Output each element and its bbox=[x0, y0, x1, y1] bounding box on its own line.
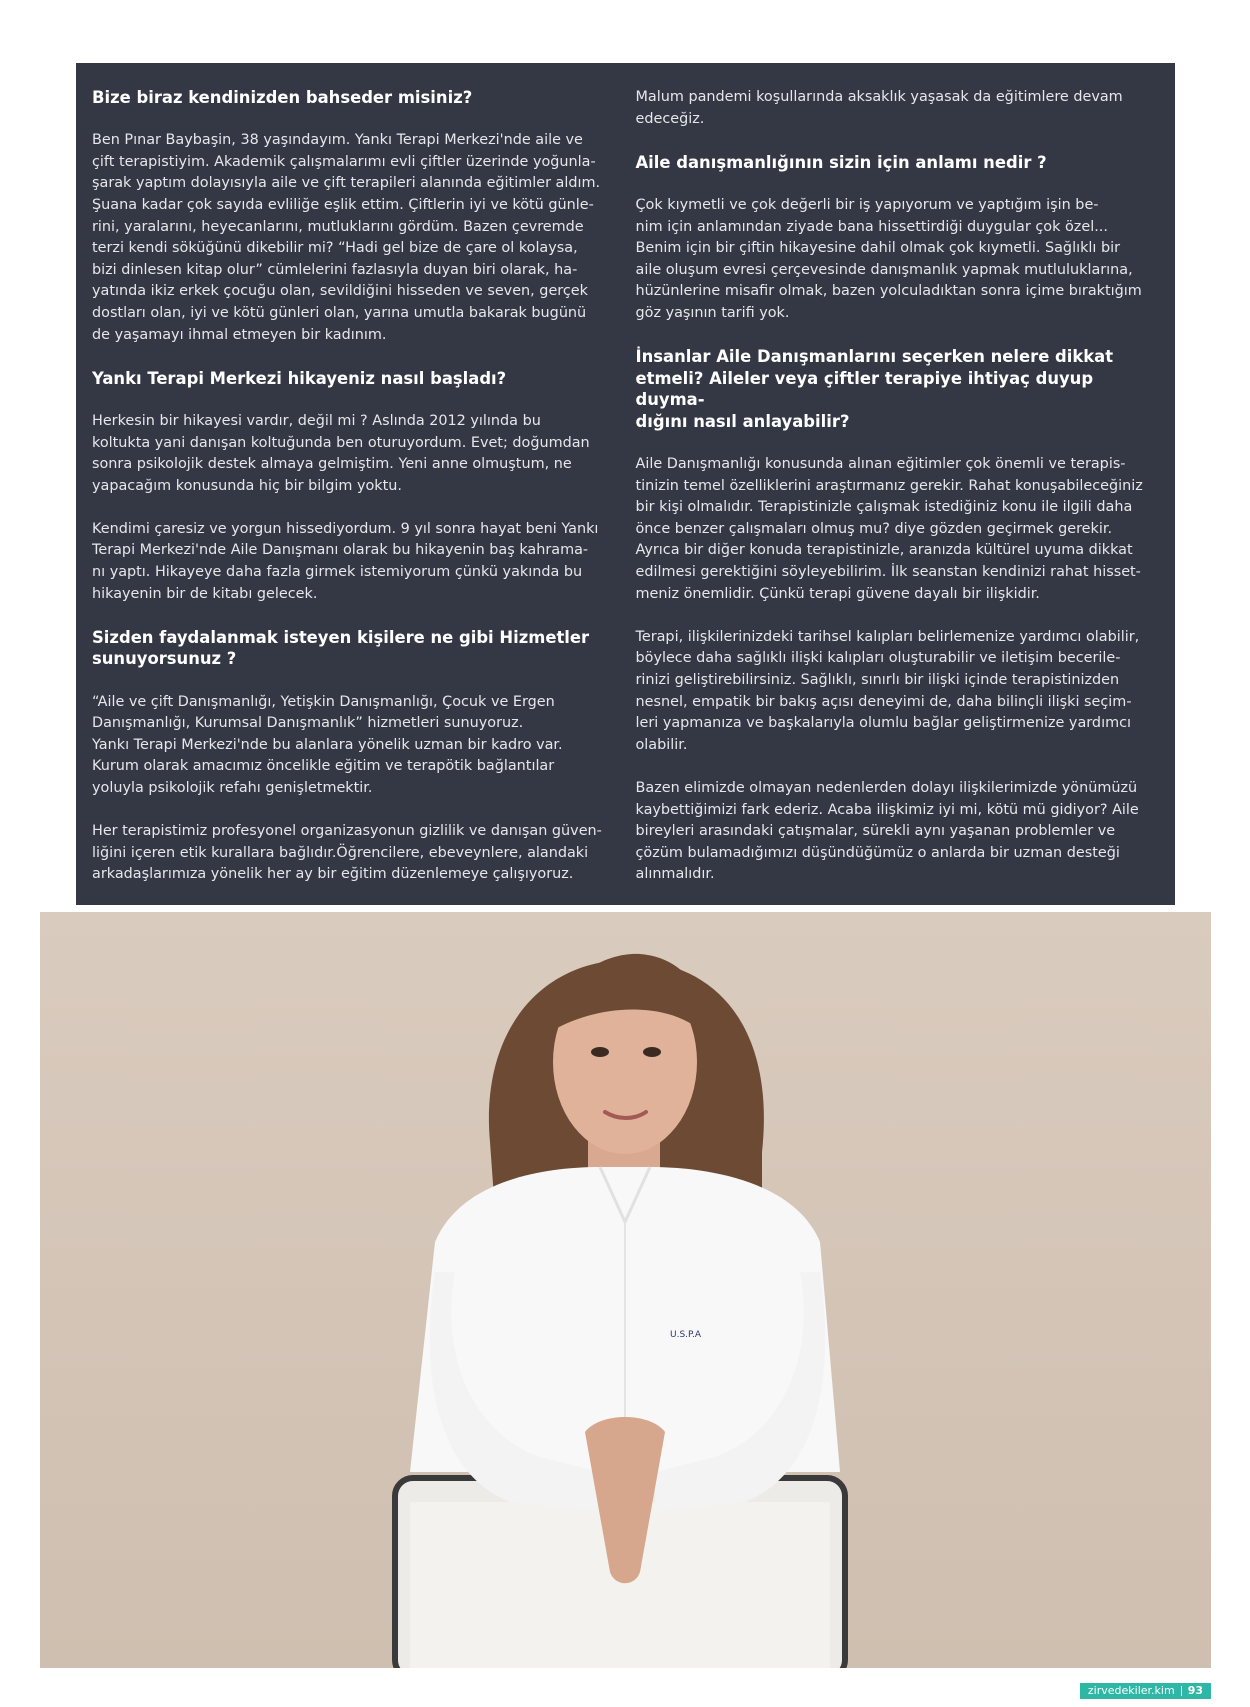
footer-separator bbox=[1181, 1686, 1182, 1696]
article-column-right bbox=[636, 87, 1158, 905]
question-heading: Yankı Terapi Merkezi hikayeniz nasıl başladı? bbox=[92, 368, 507, 388]
question-heading: Aile danışmanlığının sizin için anlamı nedir ? bbox=[635, 152, 1047, 172]
article-panel bbox=[76, 63, 1175, 905]
left-eye bbox=[591, 1047, 609, 1057]
answer-paragraph: Her terapistimiz profesyonel organizasyonun gizlilik ve danışan güven- liğini içeren etik kurallara bağlıdır.Öğrencilere, ebeveynlere, alandaki arkadaşlarımıza yönelik her ay bir eğitim düzenlemeye çalışıyoruz. bbox=[92, 823, 602, 883]
answer-paragraph: Kendimi çaresiz ve yorgun hissediyordum. 9 yıl sonra hayat beni Yankı Terapi Merkezi'nde Aile Danışmanı olarak bu hikayenin baş kahrama- nı yaptı. Hikayeye daha fazla girmek istemiyorum çünkü yakında bu hikayenin bir de kitabı gelecek. bbox=[92, 520, 599, 602]
answer-paragraph: Aile Danışmanlığı konusunda alınan eğitimler çok önemli ve terapis- tinizin temel özelliklerini araştırmanız gerekir. Rahat konuşabileceğiniz bir kişi olmalıdır. Terapistinizle çalışmak istediğiniz konu ile ilgili daha önce benzer çalışmaları olmuş mu? diye gözden geçirmek gerekir. Ayrıca bir diğer konuda terapistinizle, aranızda kültürel uyuma dikkat edilmesi gerektiğini söyleyebilirim. İlk seanstan kendinizi rahat hisset- meniz önemlidir. Çünkü terapi güvene dayalı bir ilişkidir. bbox=[635, 456, 1143, 602]
article-column-left bbox=[92, 87, 614, 905]
shirt-logo-text: U.S.P.A bbox=[670, 1330, 702, 1340]
answer-paragraph: Terapi, ilişkilerinizdeki tarihsel kalıpları belirlemenize yardımcı olabilir, böylece daha sağlıklı ilişki kalıpları oluşturabilir ve iletişim becerile- rinizi geliştirebilirsiniz. Sağlıklı, sınırlı bir ilişki içinde terapistinizden nesnel, empatik bir bakış açısı deneyimi de, daha bilinçli ilişki seçim- leri yapmanıza ve başkalarıyla olumlu bağlar geliştirmenize yardımcı olabilir. bbox=[635, 628, 1140, 753]
portrait-photo bbox=[40, 912, 1211, 1668]
question-heading: İnsanlar Aile Danışmanlarını seçerken nelere dikkat etmeli? Aileler veya çiftler terapiye ihtiyaç duyup duyma- dığını nasıl anlayabilir? bbox=[635, 347, 1114, 431]
answer-paragraph: Çok kıymetli ve çok değerli bir iş yapıyorum ve yaptığım işin be- nim için anlamından ziyade bana hissettirdiği duygular çok özel... Benim için bir çiftin hikayesine dahil olmak çok kıymetli. Sağlıklı bir aile oluşum evresi çerçevesinde danışmanlık yapmak mutluluklarına, hüzünlerine misafir olmak, bazen yolculadıktan sonra içime bıraktığım göz yaşının tarifi yok. bbox=[635, 196, 1142, 321]
question-heading: Bize biraz kendinizden bahseder misiniz? bbox=[92, 88, 473, 107]
page-number: 93 bbox=[1187, 1684, 1203, 1697]
answer-paragraph: Malum pandemi koşullarında aksaklık yaşasak da eğitimlere devam edeceğiz. bbox=[635, 89, 1123, 127]
question-heading: Sizden faydalanmak isteyen kişilere ne gibi Hizmetler sunuyorsunuz ? bbox=[92, 627, 590, 669]
answer-paragraph: Ben Pınar Baybaşin, 38 yaşındayım. Yankı Terapi Merkezi'nde aile ve çift terapistiyim. Akademik çalışmalarımı evli çiftler üzerinde yoğunla- şarak yaptım dolayısıyla aile ve çift terapileri alanında eğitimler aldım. Şuana kadar çok sayıda evliliğe eşlik ettim. Çiftlerin iyi ve kötü günle- rini, yaralarını, heyecanlarını, mutluklarını gördüm. Bazen çevremde terzi kendi söküğünü dikebilir mi? “Hadi gel bize de çare ol kolaysa, bizi dinlesen kitap olur” cümlelerini fazlasıyla duyan biri olarak, ha- yatında ikiz erkek çocuğu olan, sevildiğini hisseden ve seven, gerçek dostları olan, iyi ve kötü günleri olan, yarına umutla bakarak bugünü de yaşamayı ihmal etmeyen bir kadınım. bbox=[92, 132, 601, 343]
portrait-illustration bbox=[40, 912, 1211, 1668]
answer-paragraph: Herkesin bir hikayesi vardır, değil mi ? Aslında 2012 yılında bu koltukta yani danışan koltuğunda ben oturuyordum. Evet; doğumdan sonra psikolojik destek almaya gelmiştim. Yeni anne olmuştum, ne yapacağım konusunda hiç bir bilgim yoktu. bbox=[92, 412, 590, 494]
answer-paragraph: “Aile ve çift Danışmanlığı, Yetişkin Danışmanlığı, Çocuk ve Ergen Danışmanlığı, Kurumsal Danışmanlık” hizmetleri sunuyoruz. Yankı Terapi Merkezi'nde bu alanlara yönelik uzman bir kadro var. Kurum olarak amacımız öncelikle eğitim ve terapötik bağlantılar yoluyla psikolojik refahı genişletmektir. bbox=[92, 693, 563, 796]
right-eye bbox=[643, 1047, 661, 1057]
page-footer bbox=[1080, 1683, 1211, 1699]
footer-site: zirvedekiler.kim bbox=[1087, 1684, 1175, 1697]
answer-paragraph: Bazen elimizde olmayan nedenlerden dolayı ilişkilerimizde yönümüzü kaybettiğimizi fark ederiz. Acaba ilişkimiz iyi mi, kötü mü gidiyor? Aile bireyleri arasındaki çatışmalar, sürekli aynı yaşanan problemler ve çözüm bulamadığımızı düşündüğümüz o anlarda bir uzman desteği alınmalıdır. bbox=[635, 780, 1139, 883]
